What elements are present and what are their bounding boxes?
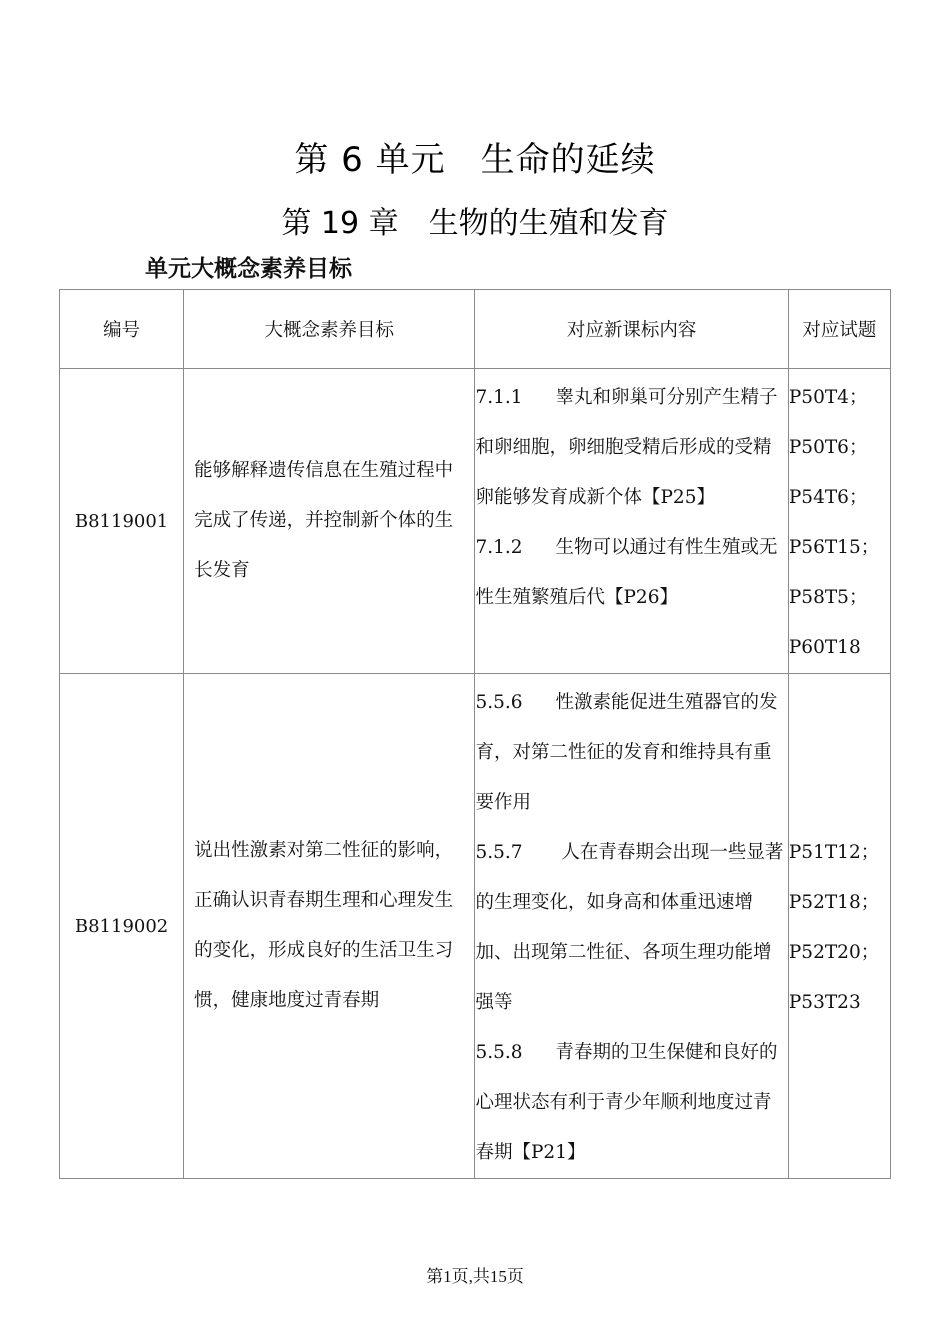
standard-item [475,523,787,623]
header-goal: 大概念素养目标 [184,290,475,369]
table-row [60,369,891,674]
test-ref: P52T18； [788,892,880,913]
standard-item [475,373,787,523]
row-id: B8119001 [60,369,184,674]
standard-code: 5.5.8 [475,1042,523,1063]
unit-title: 第 6 单元 生命的延续 [294,140,656,180]
test-ref: P56T15； [788,537,880,558]
standard-text: 性激素能促进生殖器官的发育，对第二性征的发育和维持具有重要作用 [475,692,778,813]
page-footer: 第1页,共15页 [426,1267,524,1286]
standard-text: 人在青春期会出现一些显著的生理变化，如身高和体重迅速增加、出现第二性征、各项生理功能增强等 [475,842,784,1013]
test-ref: P60T18 [788,637,861,658]
test-ref: P54T6； [788,487,868,508]
header-standard: 对应新课标内容 [475,290,788,369]
standard-text: 青春期的卫生保健和良好的心理状态有利于青少年顺利地度过青春期【P21】 [475,1042,778,1163]
standard-code: 7.1.2 [475,537,523,558]
row-tests [788,369,890,674]
header-tests: 对应试题 [788,290,890,369]
test-ref: P53T23 [788,992,861,1013]
test-ref: P51T12； [788,842,880,863]
standard-code: 5.5.7 [475,842,523,863]
standard-item [475,678,787,828]
standard-text: 生物可以通过有性生殖或无性生殖繁殖后代【P26】 [475,537,778,608]
table-row [60,674,891,1179]
standard-text: 睾丸和卵巢可分别产生精子和卵细胞，卵细胞受精后形成的受精卵能够发育成新个体【P25】 [475,387,778,508]
row-goal: 能够解释遗传信息在生殖过程中完成了传递，并控制新个体的生长发育 [184,369,475,674]
row-tests [788,674,890,1179]
test-ref: P52T20； [788,942,880,963]
row-id: B8119002 [60,674,184,1179]
standard-code: 5.5.6 [475,692,523,713]
standard-item [475,828,787,1028]
standard-item [475,1028,787,1178]
test-ref: P50T6； [788,437,868,458]
row-standards [475,674,788,1179]
standard-code: 7.1.1 [475,387,523,408]
section-title: 单元大概念素养目标 [145,256,352,282]
header-id: 编号 [60,290,184,369]
test-ref: P58T5； [788,587,868,608]
row-goal: 说出性激素对第二性征的影响，正确认识青春期生理和心理发生的变化，形成良好的生活卫生习惯，健康地度过青春期 [184,674,475,1179]
literacy-goals-table [59,289,891,1179]
chapter-title: 第 19 章 生物的生殖和发育 [281,206,669,241]
row-standards [475,369,788,674]
table-header-row [60,290,891,369]
test-ref: P50T4； [788,387,868,408]
